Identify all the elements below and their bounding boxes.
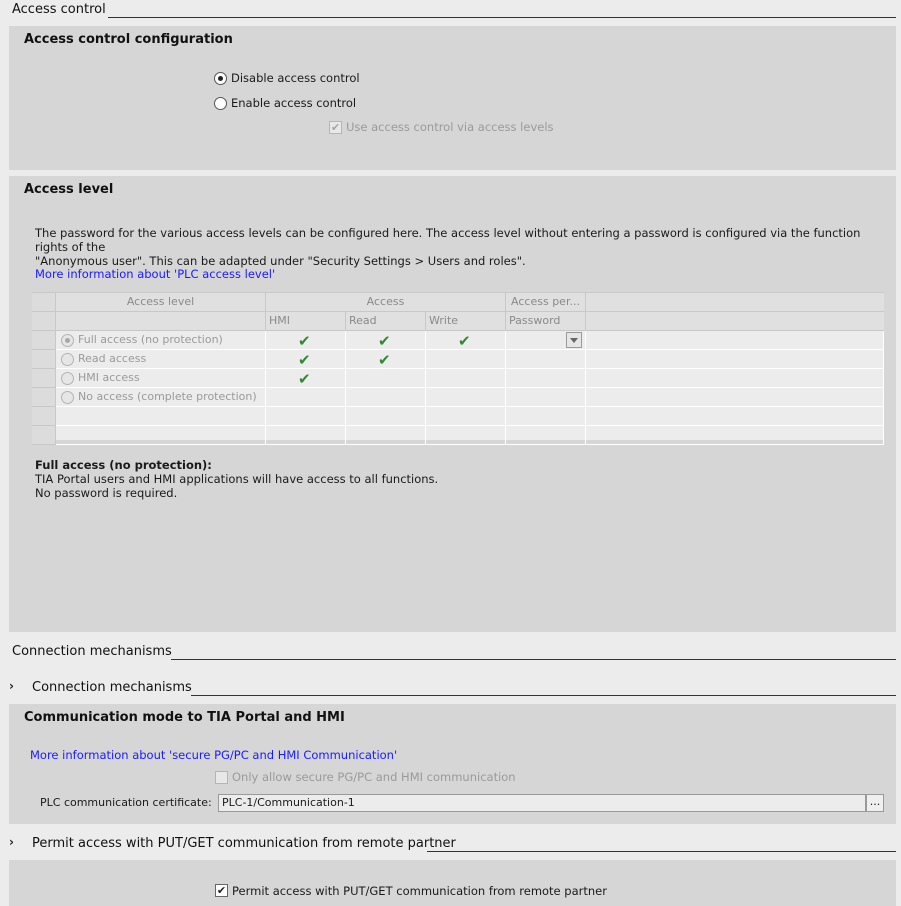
- permit-putget-checkbox[interactable]: ✔: [216, 884, 227, 897]
- access-level-detail: [35, 458, 438, 500]
- enable-access-control-radio[interactable]: [214, 97, 227, 110]
- table-cell: [586, 350, 884, 369]
- sub-header-hmi[interactable]: HMI: [266, 312, 346, 331]
- hmi-checkmark-icon: ✔: [298, 370, 311, 388]
- connection-mechanisms-section-title: Connection mechanisms: [12, 644, 180, 659]
- secure-only-label: Only allow secure PG/PC and HMI communication: [232, 770, 516, 784]
- write-checkmark-icon: ✔: [458, 332, 471, 350]
- secure-only-checkbox[interactable]: [215, 771, 228, 784]
- table-cell: [586, 388, 884, 407]
- use-access-levels-label: Use access control via access levels: [346, 120, 554, 134]
- communication-mode-panel: [9, 704, 896, 824]
- putget-section-title[interactable]: Permit access with PUT/GET communication from remote partner: [32, 836, 464, 851]
- table-cell[interactable]: [56, 426, 266, 445]
- sub-header-read[interactable]: Read: [346, 312, 426, 331]
- table-cell[interactable]: [346, 388, 426, 407]
- table-cell: [586, 331, 884, 350]
- communication-mode-title: Communication mode to TIA Portal and HMI: [24, 710, 345, 725]
- connection-mechanisms-header: [0, 644, 901, 664]
- plc-certificate-label: PLC communication certificate:: [40, 796, 212, 809]
- access-control-header: [0, 2, 901, 22]
- browse-certificate-button[interactable]: ...: [866, 794, 884, 812]
- password-dropdown-button[interactable]: [566, 332, 582, 348]
- table-cell: [586, 407, 884, 426]
- access-level-radio[interactable]: [61, 391, 74, 404]
- section-divider: [108, 17, 896, 18]
- detail-line-2: No password is required.: [35, 486, 178, 500]
- row-header[interactable]: [32, 350, 56, 369]
- access-level-label[interactable]: Full access (no protection): [78, 333, 223, 346]
- table-cell[interactable]: [56, 407, 266, 426]
- connection-mechanisms-subsection-title[interactable]: Connection mechanisms: [32, 680, 200, 695]
- table-cell[interactable]: [426, 388, 506, 407]
- row-header[interactable]: [32, 426, 56, 445]
- config-panel-title: Access control configuration: [24, 32, 233, 47]
- detail-title: Full access (no protection):: [35, 458, 212, 472]
- table-cell[interactable]: [506, 407, 586, 426]
- table-cell[interactable]: [506, 426, 586, 445]
- table-cell[interactable]: [346, 426, 426, 445]
- sub-header-filler: [586, 312, 884, 331]
- sub-header-write[interactable]: Write: [426, 312, 506, 331]
- putget-panel: [9, 860, 896, 906]
- enable-access-control-label[interactable]: Enable access control: [231, 96, 357, 110]
- row-header-corner: [32, 293, 56, 312]
- description-line-2: "Anonymous user". This can be adapted under "Security Settings > Users and roles".: [35, 254, 526, 268]
- permit-putget-label[interactable]: Permit access with PUT/GET communication from remote partner: [232, 884, 607, 898]
- detail-line-1: TIA Portal users and HMI applications will have access to all functions.: [35, 472, 439, 486]
- secure-communication-info-link[interactable]: More information about 'secure PG/PC and HMI Communication': [30, 748, 398, 762]
- table-cell[interactable]: [266, 388, 346, 407]
- access-level-description: [35, 226, 885, 268]
- col-header-access-level[interactable]: Access level: [56, 293, 266, 312]
- row-header[interactable]: [32, 388, 56, 407]
- table-cell[interactable]: [506, 369, 586, 388]
- disable-access-control-label[interactable]: Disable access control: [231, 71, 360, 85]
- access-level-label[interactable]: HMI access: [78, 371, 140, 384]
- row-header[interactable]: [32, 369, 56, 388]
- col-header-access-permission[interactable]: Access per...: [506, 293, 586, 312]
- section-divider: [171, 659, 896, 660]
- table-cell[interactable]: [426, 426, 506, 445]
- use-access-levels-checkbox[interactable]: ✔: [330, 121, 341, 134]
- table-cell[interactable]: [426, 350, 506, 369]
- hmi-checkmark-icon: ✔: [298, 332, 311, 350]
- sub-header-password[interactable]: Password: [506, 312, 586, 331]
- col-header-filler: [586, 293, 884, 312]
- row-header[interactable]: [32, 331, 56, 350]
- disable-access-control-radio[interactable]: [214, 72, 227, 85]
- table-cell[interactable]: [506, 388, 586, 407]
- expand-chevron-icon[interactable]: ›: [9, 679, 14, 693]
- access-level-radio[interactable]: [61, 372, 74, 385]
- access-level-label[interactable]: No access (complete protection): [78, 390, 257, 403]
- table-cell[interactable]: [346, 369, 426, 388]
- read-checkmark-icon: ✔: [378, 351, 391, 369]
- plc-certificate-field[interactable]: PLC-1/Communication-1: [218, 794, 866, 812]
- row-header[interactable]: [32, 407, 56, 426]
- table-cell[interactable]: [346, 407, 426, 426]
- table-cell[interactable]: [426, 407, 506, 426]
- access-level-radio[interactable]: [61, 353, 74, 366]
- description-line-1: The password for the various access levels can be configured here. The access level without entering a password is configured via the function rights of the: [35, 226, 861, 254]
- table-cell: [586, 426, 884, 445]
- table-cell[interactable]: [266, 407, 346, 426]
- access-control-section-title: Access control: [12, 2, 114, 17]
- access-control-config-panel: [9, 26, 896, 170]
- table-cell[interactable]: [426, 369, 506, 388]
- expand-chevron-icon[interactable]: ›: [9, 835, 14, 849]
- plc-access-level-info-link[interactable]: More information about 'PLC access level': [35, 267, 276, 281]
- connection-mechanisms-subheader[interactable]: [0, 680, 901, 700]
- putget-header[interactable]: [0, 836, 901, 856]
- table-cell: [586, 369, 884, 388]
- col-header-access[interactable]: Access: [266, 293, 506, 312]
- row-header-subheader: [32, 312, 56, 331]
- sub-header-blank: [56, 312, 266, 331]
- table-cell[interactable]: [506, 350, 586, 369]
- read-checkmark-icon: ✔: [378, 332, 391, 350]
- table-cell[interactable]: [266, 426, 346, 445]
- access-level-label[interactable]: Read access: [78, 352, 147, 365]
- section-divider: [191, 695, 896, 696]
- section-divider: [427, 851, 896, 852]
- access-level-title: Access level: [24, 182, 114, 197]
- hmi-checkmark-icon: ✔: [298, 351, 311, 369]
- access-level-radio[interactable]: [61, 334, 74, 347]
- access-level-table: [32, 292, 884, 440]
